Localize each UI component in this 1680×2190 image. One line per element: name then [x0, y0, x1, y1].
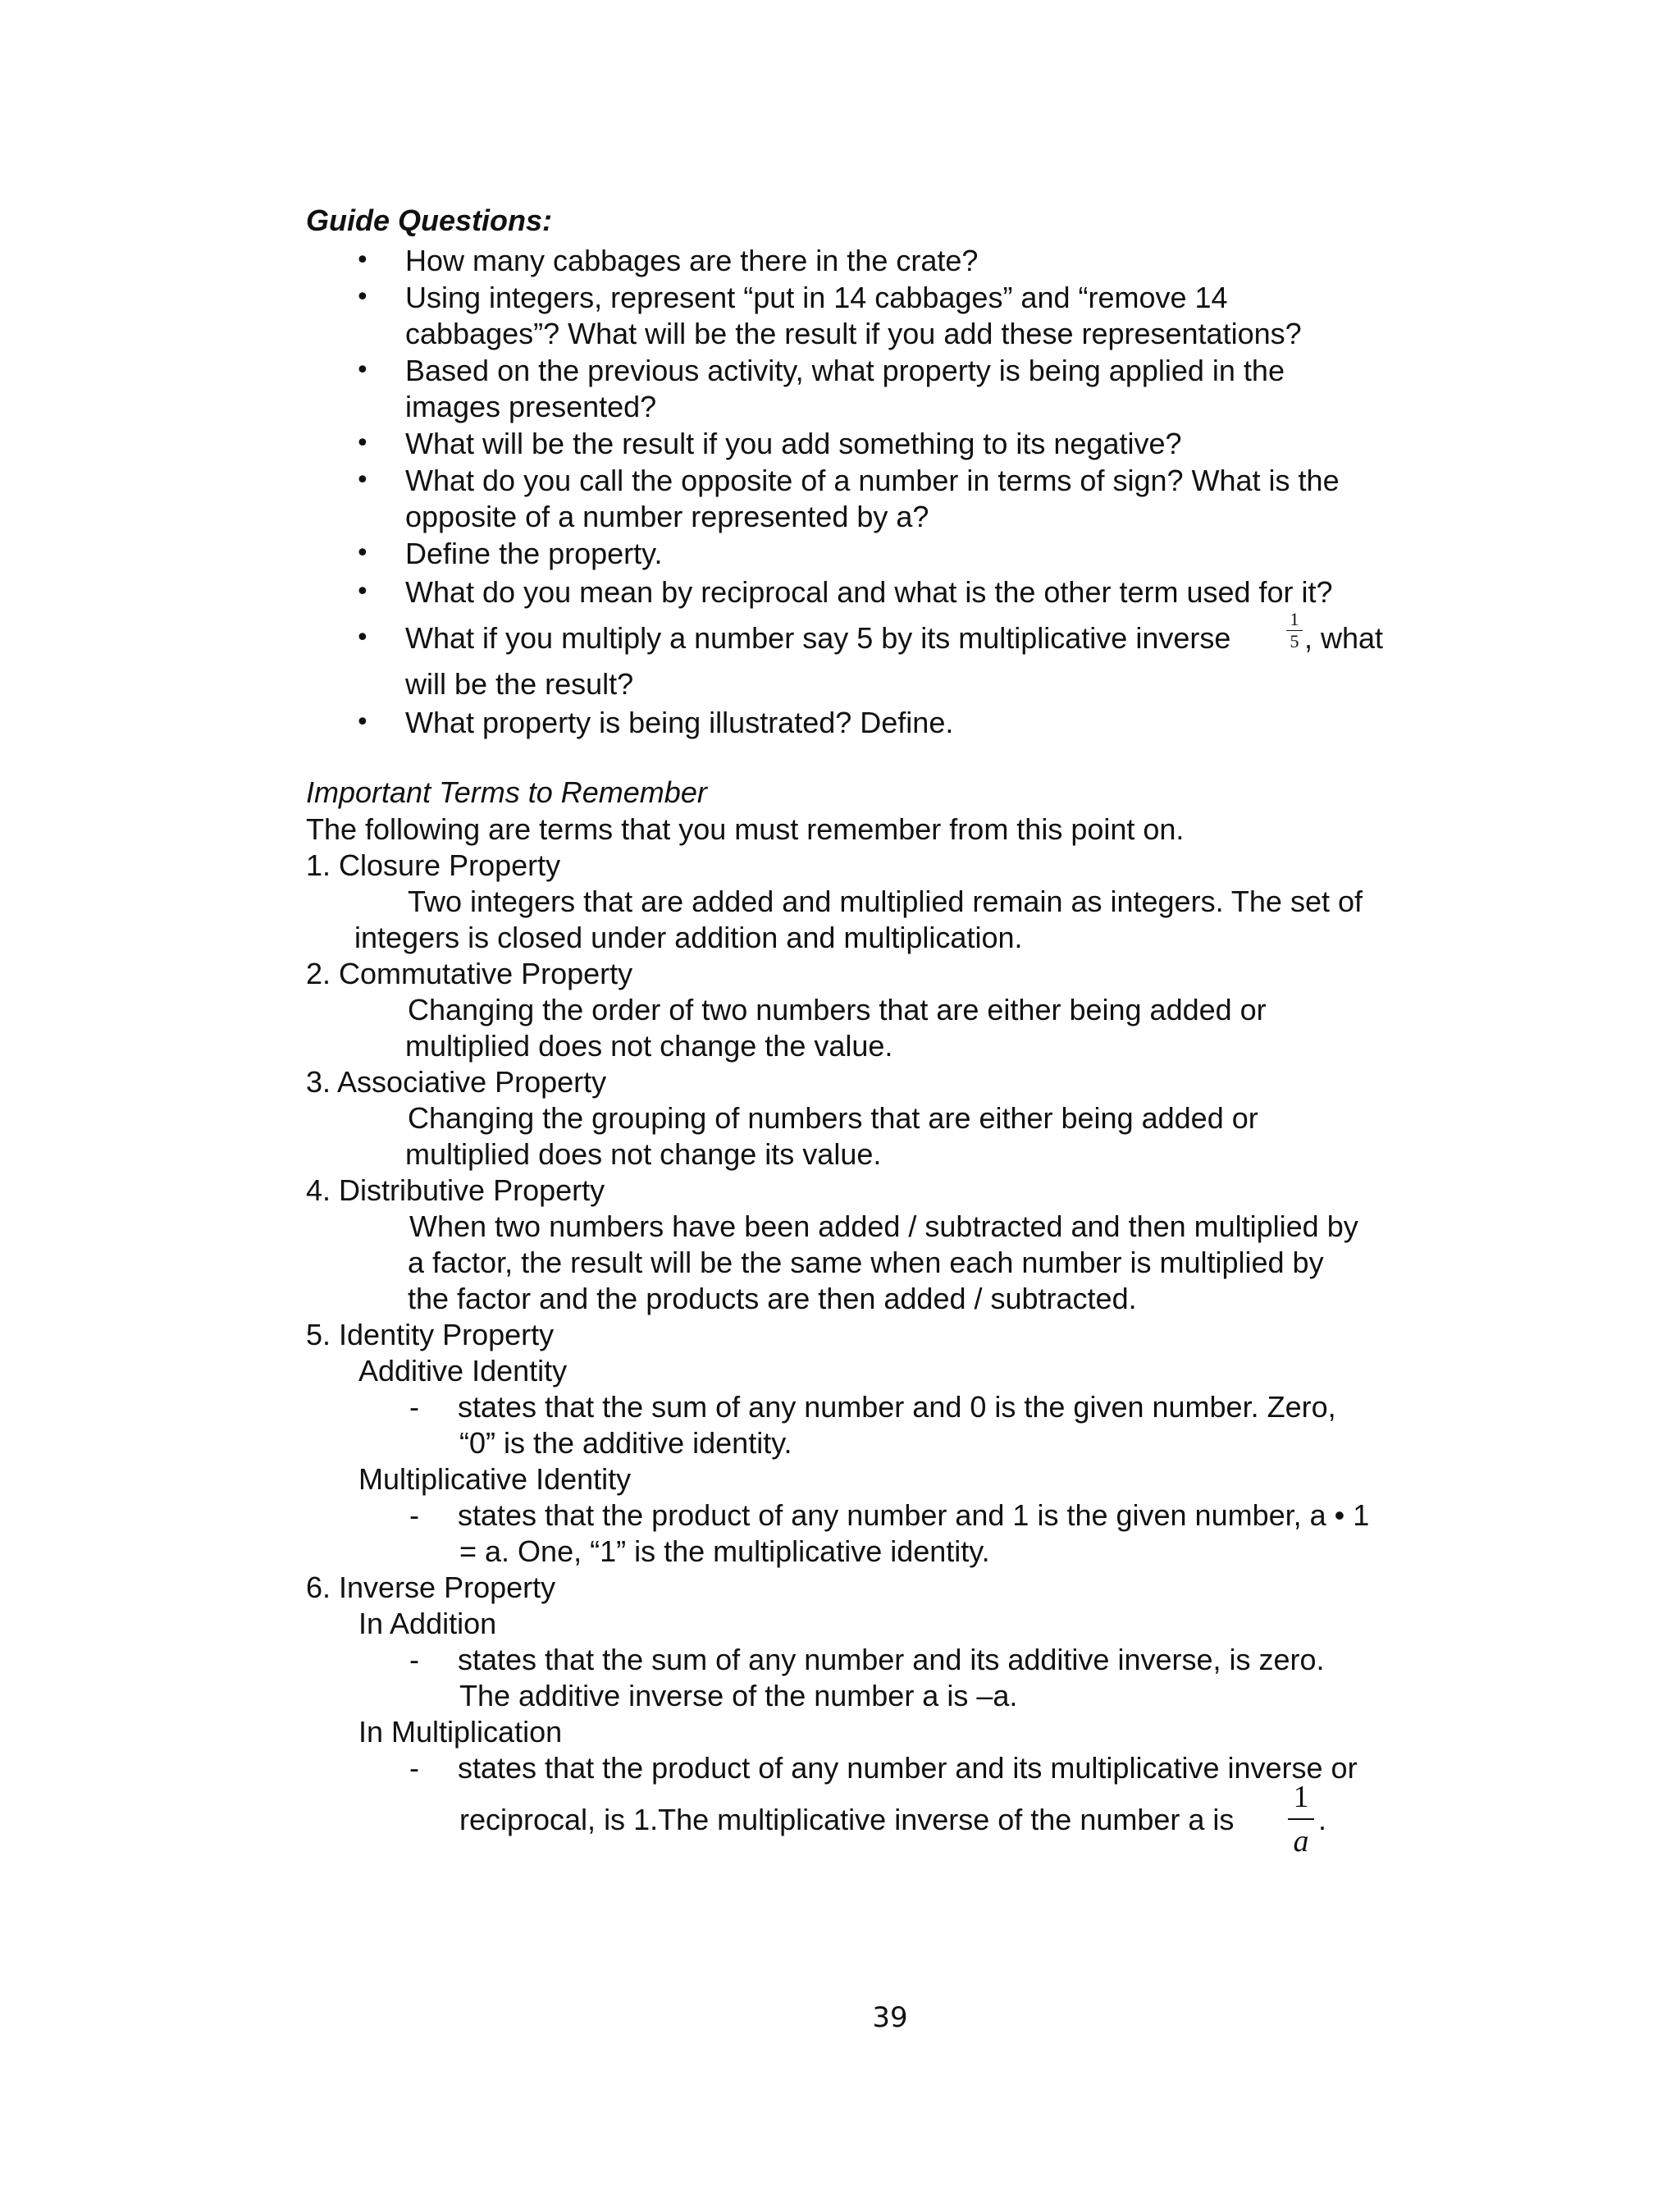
guide-question-2-line-2: cabbages”? What will be the result if you add these representations?: [405, 317, 1302, 350]
guide-question-8-line-1: What if you multiply a number say 5 by its multiplicative inverse: [405, 621, 1231, 655]
term-6-title: 6. Inverse Property: [306, 1570, 556, 1604]
term-3-text-1: Changing the grouping of numbers that are either being added or: [408, 1101, 1258, 1135]
term-2-title: 2. Commutative Property: [306, 957, 633, 990]
guide-question-5-line-2: opposite of a number represented by a?: [405, 500, 929, 533]
fraction-bar: [1288, 1818, 1314, 1820]
guide-question-1: How many cabbages are there in the crate?: [405, 244, 979, 277]
guide-question-3-line-2: images presented?: [405, 390, 657, 423]
guide-question-7: What do you mean by reciprocal and what is the other term used for it?: [405, 575, 1333, 609]
term-6-multiplication-text-1: states that the product of any number and its multiplicative inverse or: [458, 1751, 1358, 1785]
terms-intro: The following are terms that you must remember from this point on.: [306, 812, 1185, 846]
term-1-text-1: Two integers that are added and multiplied remain as integers. The set of: [408, 885, 1363, 918]
fraction-denominator: 5: [1290, 631, 1299, 652]
fraction-numerator: 1: [1293, 1780, 1309, 1814]
term-5-subheading-multiplicative: Multiplicative Identity: [358, 1462, 632, 1496]
bullet: •: [355, 624, 370, 652]
term-5-additive-text-1: states that the sum of any number and 0 is the given number. Zero,: [458, 1390, 1336, 1424]
important-terms-heading: Important Terms to Remember: [306, 775, 707, 809]
guide-question-4: What will be the result if you add something to its negative?: [405, 427, 1182, 460]
bullet: •: [355, 283, 370, 312]
fraction-denominator: a: [1293, 1824, 1309, 1859]
term-5-multiplicative-text-1: states that the product of any number and 1 is the given number, a • 1: [458, 1498, 1370, 1532]
term-6-subheading-addition: In Addition: [358, 1607, 497, 1640]
bullet: •: [355, 708, 370, 737]
dash-marker: -: [409, 1751, 419, 1785]
page-number: 39: [872, 2001, 908, 2034]
guide-question-3-line-1: Based on the previous activity, what property is being applied in the: [405, 354, 1285, 387]
dash-marker: -: [409, 1390, 419, 1424]
term-2-text-1: Changing the order of two numbers that are either being added or: [408, 993, 1267, 1026]
guide-question-8-line-2: will be the result?: [405, 667, 634, 701]
term-5-additive-text-2: “0” is the additive identity.: [459, 1426, 792, 1460]
term-5-title: 5. Identity Property: [306, 1318, 555, 1351]
term-1-text-2: integers is closed under addition and multiplication.: [354, 921, 1023, 954]
guide-question-9: What property is being illustrated? Define.: [405, 706, 954, 739]
term-6-period: .: [1318, 1803, 1327, 1836]
dash-marker: -: [409, 1498, 419, 1532]
fraction-numerator: 1: [1290, 609, 1299, 629]
term-4-title: 4. Distributive Property: [306, 1173, 605, 1207]
term-2-text-2: multiplied does not change the value.: [405, 1029, 893, 1063]
term-3-text-2: multiplied does not change its value.: [405, 1137, 882, 1171]
guide-question-6: Define the property.: [405, 537, 663, 570]
bullet: •: [355, 578, 370, 606]
bullet: •: [355, 466, 370, 495]
bullet: •: [355, 429, 370, 458]
guide-question-2-line-1: Using integers, represent “put in 14 cabbages” and “remove 14: [405, 281, 1228, 314]
term-4-text-3: the factor and the products are then added / subtracted.: [408, 1282, 1137, 1315]
bullet: •: [355, 539, 370, 568]
guide-question-5-line-1: What do you call the opposite of a number in terms of sign? What is the: [405, 464, 1340, 497]
dash-marker: -: [409, 1643, 419, 1676]
guide-questions-heading: Guide Questions:: [306, 203, 553, 237]
term-4-text-1: When two numbers have been added / subtracted and then multiplied by: [409, 1209, 1358, 1243]
bullet: •: [355, 246, 370, 275]
term-5-multiplicative-text-2: = a. One, “1” is the multiplicative identity.: [459, 1534, 990, 1568]
term-1-title: 1. Closure Property: [306, 848, 561, 882]
term-6-addition-text-1: states that the sum of any number and its additive inverse, is zero.: [458, 1643, 1325, 1676]
bullet: •: [355, 356, 370, 385]
fraction-one-over-a: [1285, 1781, 1317, 1858]
fraction-one-fifth: [1285, 610, 1304, 652]
term-3-title: 3. Associative Property: [306, 1065, 607, 1099]
guide-question-8-what: , what: [1304, 621, 1384, 655]
term-5-subheading-additive: Additive Identity: [358, 1354, 568, 1388]
term-6-subheading-multiplication: In Multiplication: [358, 1715, 563, 1749]
term-6-multiplication-text-2: reciprocal, is 1.The multiplicative inverse of the number a is: [459, 1803, 1235, 1836]
term-4-text-2: a factor, the result will be the same when each number is multiplied by: [408, 1246, 1324, 1279]
term-6-addition-text-2: The additive inverse of the number a is –a.: [459, 1679, 1018, 1712]
